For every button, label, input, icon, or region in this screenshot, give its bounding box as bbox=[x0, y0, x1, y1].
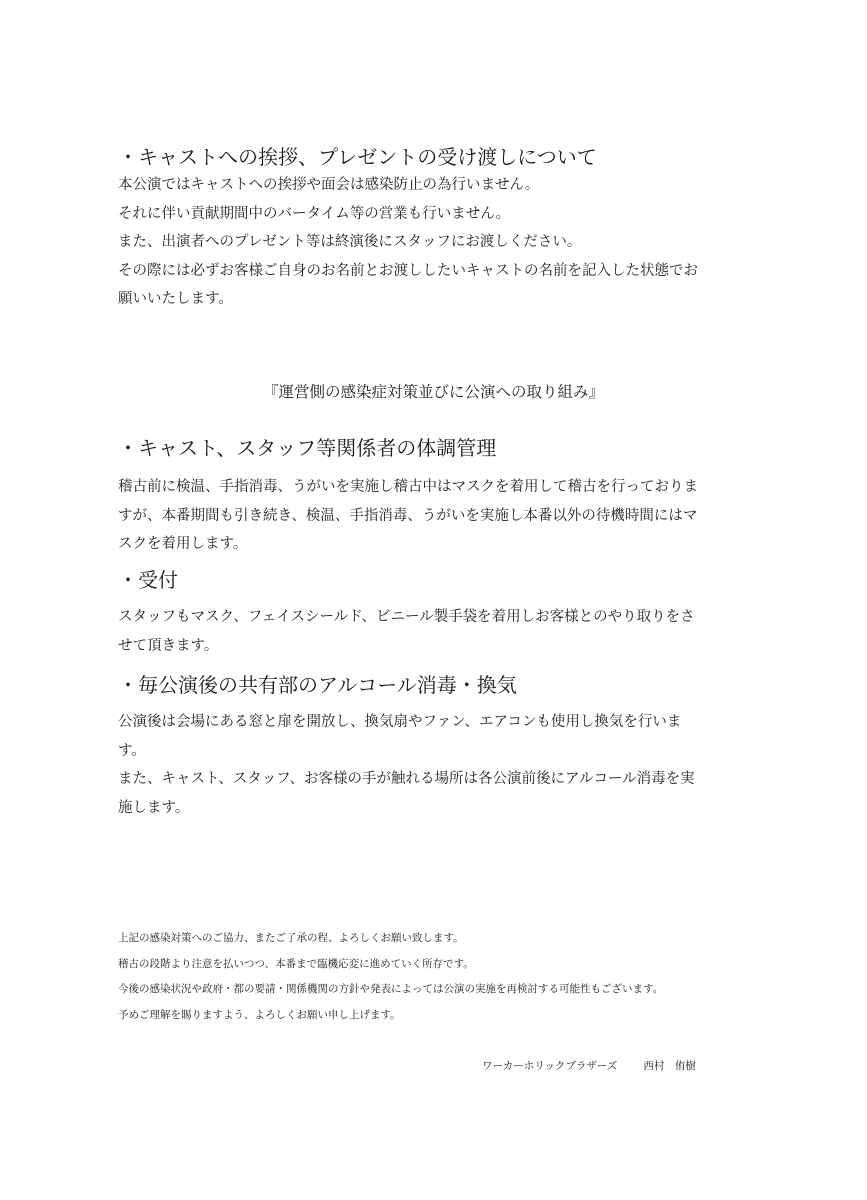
body-line: また、キャスト、スタッフ、お客様の手が触れる場所は各公演前後にアルコール消毒を実 bbox=[118, 771, 695, 787]
body-line: す。 bbox=[118, 742, 146, 759]
section-heading-disinfection: ・毎公演後の共有部のアルコール消毒・換気 bbox=[118, 673, 517, 697]
section-heading-greetings: ・キャストへの挨拶、プレゼントの受け渡しについて bbox=[118, 145, 597, 169]
body-line: 本公演ではキャストへの挨拶や面会は感染防止の為行いません。 bbox=[118, 177, 540, 193]
closing-notes bbox=[118, 926, 663, 1028]
section-body-greetings bbox=[118, 171, 698, 314]
footer-line: 稽古の段階より注意を払いつつ、本番まで臨機応変に進めていく所存です。 bbox=[118, 957, 474, 970]
section-heading-health: ・キャスト、スタッフ等関係者の体調管理 bbox=[118, 436, 497, 460]
body-line: その際には必ずお客様ご自身のお名前とお渡ししたいキャストの名前を記入した状態でお bbox=[118, 262, 698, 279]
body-line: それに伴い貢献期間中のバータイム等の営業も行いません。 bbox=[118, 205, 511, 222]
body-line: 稽古前に検温、手指消毒、うがいを実施し稽古中はマスクを着用して稽古を行っておりま bbox=[118, 479, 698, 495]
section-body-disinfection bbox=[118, 708, 695, 822]
body-line: 願いいたします。 bbox=[118, 291, 233, 307]
body-line: すが、本番期間も引き続き、検温、手指消毒、うがいを実施し本番以外の待機時間にはマ bbox=[118, 507, 698, 524]
signature bbox=[482, 1058, 696, 1073]
body-line: 施します。 bbox=[118, 799, 190, 816]
footer-line: 今後の感染状況や政府・都の要請・関係機関の方針や発表によっては公演の実施を再検討する可能性もございます。 bbox=[118, 983, 664, 995]
section-body-health bbox=[118, 473, 698, 559]
organization-name: ワーカーホリックブラザーズ bbox=[482, 1060, 618, 1072]
section-body-reception bbox=[118, 603, 695, 660]
author-name: 西村 侑樹 bbox=[643, 1060, 696, 1072]
footer-line: 予めご理解を賜りますよう、よろしくお願い申し上げます。 bbox=[118, 1008, 401, 1021]
body-line: 公演後は会場にある窓と扉を開放し、換気扇やファン、エアコンも使用し換気を行いま bbox=[118, 714, 682, 730]
body-line: スクを着用します。 bbox=[118, 536, 248, 552]
center-title: 『運営側の感染症対策並びに公演への取り組み』 bbox=[262, 383, 604, 401]
footer-line: 上記の感染対策へのご協力、またご了承の程、よろしくお願い致します。 bbox=[118, 932, 464, 944]
body-line: せて頂きます。 bbox=[118, 637, 219, 654]
section-heading-reception: ・受付 bbox=[118, 568, 178, 592]
body-line: また、出演者へのプレゼント等は終演後にスタッフにお渡しください。 bbox=[118, 234, 582, 250]
body-line: スタッフもマスク、フェイスシールド、ビニール製手袋を着用しお客様とのやり取りをさ bbox=[118, 609, 695, 625]
